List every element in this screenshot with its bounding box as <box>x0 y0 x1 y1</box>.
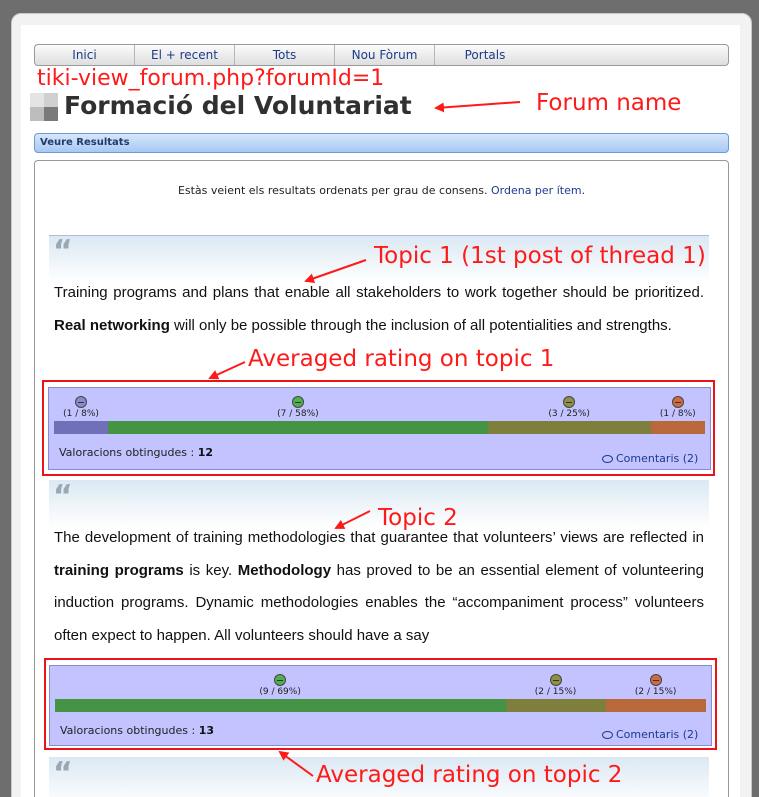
text-run: will only be possible through the inclusion of all potentialities and strengths. <box>169 316 672 334</box>
quote-icon: “ <box>53 756 73 791</box>
nav-nou-forum[interactable]: Nou Fòrum <box>335 45 435 65</box>
forum-name-annotation: Forum name <box>536 90 682 116</box>
url-annotation: tiki-view_forum.php?forumId=1 <box>37 66 385 91</box>
text-run: is key. <box>183 561 238 579</box>
rating1-arrow <box>210 362 245 378</box>
text-run: The development of training methodologies that guarantee that volunteers’ views are reflected in <box>54 529 704 546</box>
forum-name-arrow <box>436 102 520 108</box>
topic2-arrow <box>336 511 370 528</box>
nav-tots[interactable]: Tots <box>235 45 335 65</box>
bold-phrase: Real networking <box>54 316 170 334</box>
rating2-arrow <box>280 752 313 776</box>
sort-info-end: . <box>581 184 586 197</box>
rating1-comments-label: Comentaris (2) <box>616 452 699 465</box>
rating2-total-value: 13 <box>198 724 214 737</box>
rating-segment-label: (1 / 8%) <box>63 409 99 419</box>
rating-segment-label: (3 / 25%) <box>548 409 590 419</box>
quote-icon: “ <box>53 234 73 269</box>
rating-segment-label: (1 / 8%) <box>659 409 696 419</box>
rating2-total-label: Valoracions obtingudes : <box>60 724 196 737</box>
rating-segment-label: (9 / 69%) <box>259 687 301 697</box>
text-run: has proved to be an essential element of volunteering induction programs. Dynamic methodologies enables the “accompaniment process” volunteers often expect to happen. All volunteers should have a say <box>54 561 704 644</box>
rating-segment-label: (2 / 15%) <box>534 687 577 697</box>
rating1-total-value: 12 <box>197 446 213 459</box>
topic2-annotation: Topic 2 <box>378 505 458 531</box>
text-run: Training programs and plans that enable all stakeholders to work together should be prioritized. <box>54 284 704 301</box>
topic1-annotation: Topic 1 (1st post of thread 1) <box>374 243 706 269</box>
sort-info-text: Estàs veient els resultats ordenats per grau de consens. <box>177 184 488 197</box>
rating2-annotation: Averaged rating on topic 2 <box>316 762 623 788</box>
bold-phrase: training programs <box>54 561 184 579</box>
nav-el-mes-recent[interactable]: El + recent <box>135 45 235 65</box>
quote-icon: “ <box>53 479 73 514</box>
nav-portals[interactable]: Portals <box>464 48 506 62</box>
nav-inici[interactable]: Inici <box>35 45 135 65</box>
rating1-total-label: Valoracions obtingudes : <box>59 446 195 459</box>
rating-segment-label: (2 / 15%) <box>634 687 677 697</box>
rating-segment-label: (7 / 58%) <box>277 409 319 419</box>
topic1-arrow <box>306 260 366 281</box>
bold-phrase: Methodology <box>237 561 332 579</box>
results-header[interactable]: Veure Resultats <box>34 133 729 153</box>
sort-by-item-link[interactable]: Ordena per ítem <box>490 184 582 197</box>
rating1-annotation: Averaged rating on topic 1 <box>248 346 555 372</box>
forum-title: Formació del Voluntariat <box>64 91 412 120</box>
rating2-comments-label: Comentaris (2) <box>616 728 699 741</box>
